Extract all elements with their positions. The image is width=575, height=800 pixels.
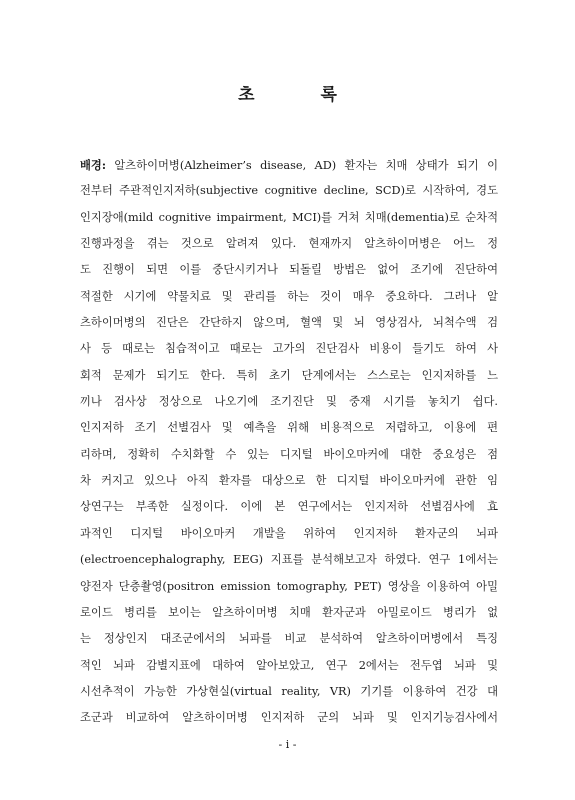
abstract-line: 조군과 비교하여 알츠하이머병 인지저하 군의 뇌파 및 인지기능검사에서 [80, 711, 498, 725]
abstract-body [80, 152, 498, 732]
abstract-line: 로이드 병리를 보이는 알츠하이머병 치매 환자군과 아밀로이드 병리가 없 [80, 605, 498, 619]
abstract-line: 적절한 시기에 약물치료 및 관리를 하는 것이 매우 중요하다. 그러나 알 [80, 289, 498, 303]
abstract-line: 리하며, 정확히 수치화할 수 있는 디지털 바이오마커에 대한 중요성은 점 [80, 447, 498, 461]
background-label: 배경: [80, 158, 106, 172]
abstract-line: 인지저하 조기 선별검사 및 예측을 위해 비용적으로 저렴하고, 이용에 편 [80, 421, 498, 435]
abstract-line: 전부터 주관적인지저하(subjective cognitive decline, SCD)로 시작하여, 경도 [80, 184, 498, 198]
abstract-line: 는 정상인지 대조군에서의 뇌파를 비교 분석하여 알츠하이머병에서 특징 [80, 632, 498, 646]
abstract-line [80, 152, 498, 178]
abstract-line: 회적 문제가 되기도 한다. 특히 초기 단계에서는 스스로는 인지저하를 느 [80, 368, 498, 382]
abstract-line: 사 등 때로는 침습적이고 때로는 고가의 진단검사 비용이 들기도 하여 사 [80, 342, 498, 356]
abstract-line: 적인 뇌파 감별지표에 대하여 알아보았고, 연구 2에서는 전두엽 뇌파 및 [80, 658, 498, 672]
abstract-line: 과적인 디지털 바이오마커 개발을 위하여 인지저하 환자군의 뇌파 [80, 526, 498, 540]
page-number: - i - [278, 738, 297, 751]
abstract-line: 양전자 단층촬영(positron emission tomography, PET) 영상을 이용하여 아밀 [80, 579, 498, 593]
abstract-line: 츠하이머병의 진단은 간단하지 않으며, 혈액 및 뇌 영상검사, 뇌척수액 검 [80, 316, 498, 330]
abstract-line: 인지장애(mild cognitive impairment, MCI)를 거쳐 치매(dementia)로 순차적 [80, 210, 498, 224]
abstract-line: 끼나 검사상 정상으로 나오기에 조기진단 및 중재 시기를 놓치기 쉽다. [80, 395, 498, 409]
abstract-line: 도 진행이 되면 이를 중단시키거나 되돌릴 방법은 없어 조기에 진단하여 [80, 263, 498, 277]
abstract-line: 차 커지고 있으나 아직 환자를 대상으로 한 디지털 바이오마커에 관한 임 [80, 474, 498, 488]
abstract-line: 진행과정을 겪는 것으로 알려져 있다. 현재까지 알츠하이머병은 어느 정 [80, 237, 498, 251]
abstract-line-text: 알츠하이머병(Alzheimer’s disease, AD) 환자는 치매 상태가 되기 이 [106, 159, 498, 172]
page-title: 초 록 [238, 85, 367, 105]
abstract-line: 상연구는 부족한 실정이다. 이에 본 연구에서는 인지저하 선별검사에 효 [80, 500, 498, 514]
abstract-line: 시선추적이 가능한 가상현실(virtual reality, VR) 기기를 이용하여 건강 대 [80, 684, 498, 698]
abstract-line: (electroencephalography, EEG) 지표를 분석해보고자 하였다. 연구 1에서는 [80, 553, 498, 567]
